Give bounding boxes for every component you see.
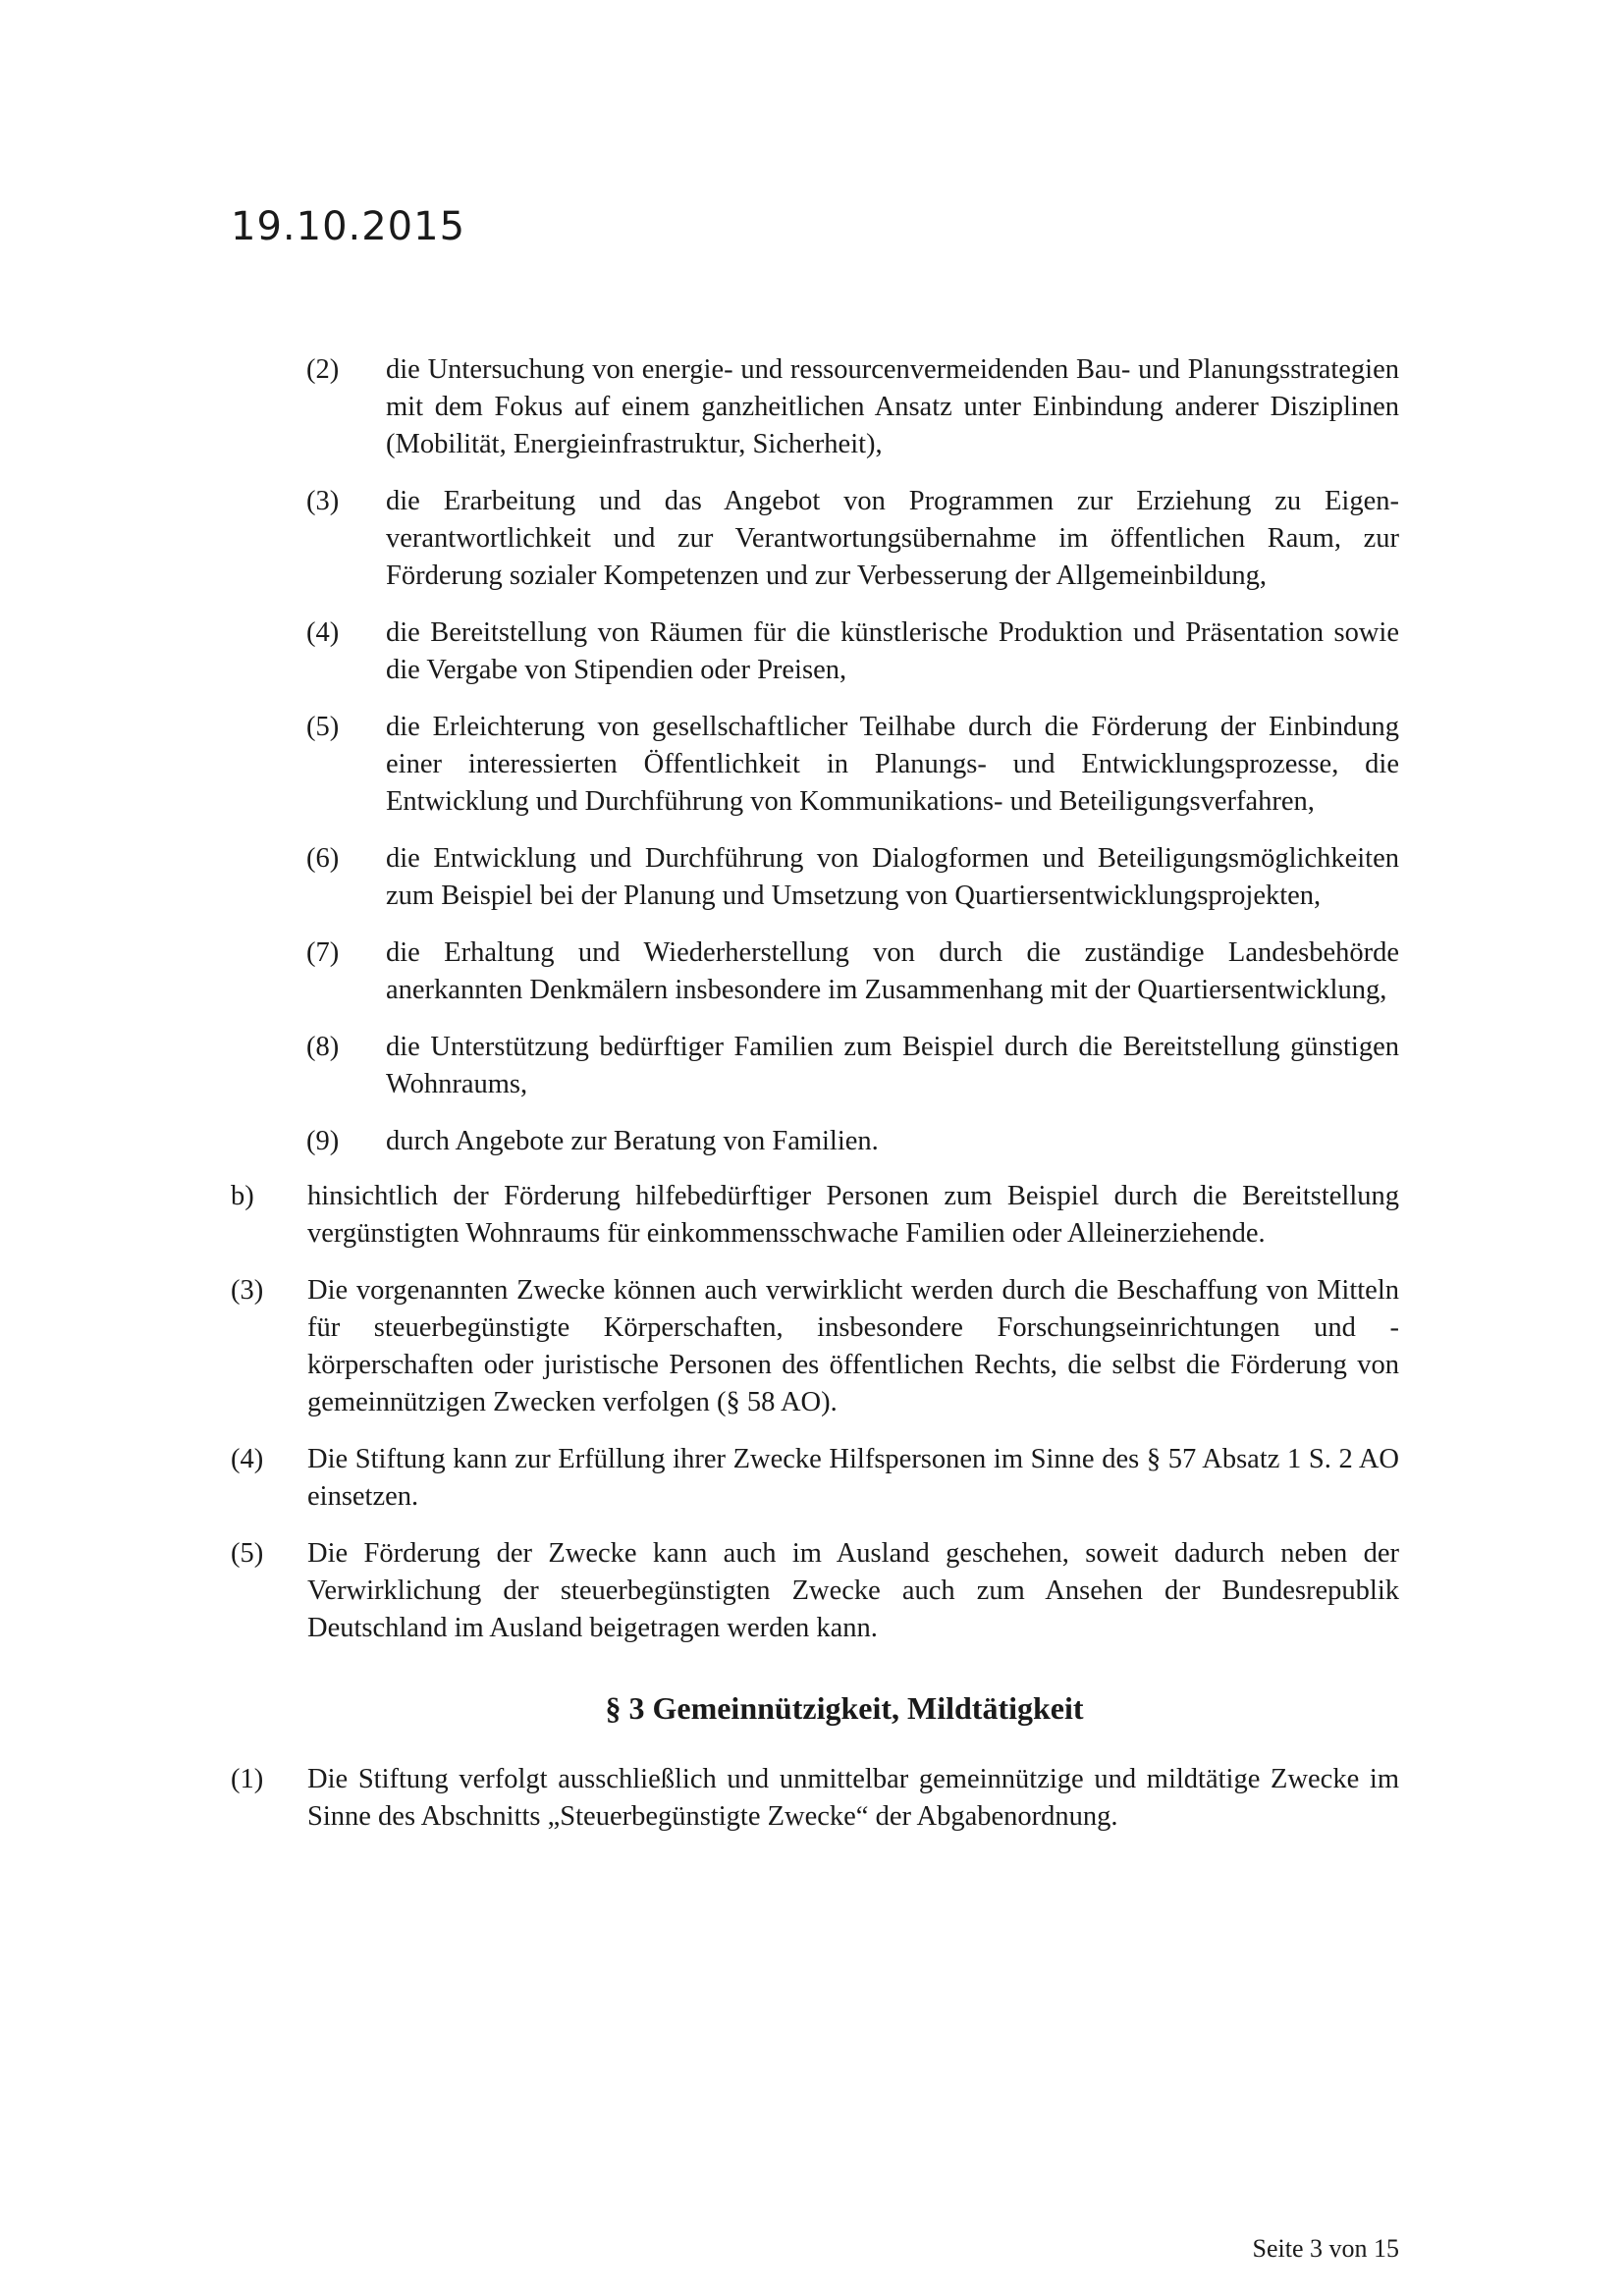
paragraph-text: Die Stiftung kann zur Erfüllung ihrer Zwecke Hilfspersonen im Sinne des § 57 Absatz 1 S. 2 AO einsetzen. bbox=[307, 1444, 1399, 1512]
sub-item-9 bbox=[231, 1123, 1399, 1160]
sub-item-text: die Erarbeitung und das Angebot von Programmen zur Erziehung zu Eigenverantwortlichkeit und zur Verantwortungsübernahme im öffentlichen Raum, zur Förderung sozialer Kompetenzen und zur Verbesserung der Allgemeinbildung, bbox=[386, 486, 1399, 591]
section-paragraph-1 bbox=[231, 1761, 1399, 1836]
sub-item-8 bbox=[231, 1029, 1399, 1103]
sub-item-number: (7) bbox=[306, 937, 340, 968]
paragraph-number: (5) bbox=[231, 1538, 264, 1569]
sub-item-5 bbox=[231, 709, 1399, 821]
paragraph-number: (1) bbox=[231, 1764, 264, 1794]
sub-item-number: (6) bbox=[306, 843, 340, 874]
sub-item-text: die Entwicklung und Durchführung von Dialogformen und Beteiligungsmöglichkeiten zum Beispiel bei der Planung und Umsetzung von Quartiersentwicklungsprojekten, bbox=[386, 843, 1399, 911]
sub-item-text: die Erleichterung von gesellschaftlicher Teilhabe durch die Förderung der Einbindung einer interessierten Öffentlichkeit in Planungs- und Entwicklungsprozesse, die Entwicklung und Durchführung von Kommunikations- und Beteiligungsverfahren, bbox=[386, 712, 1399, 817]
sub-item-number: (4) bbox=[306, 617, 340, 648]
paragraph-number: (3) bbox=[231, 1275, 264, 1306]
letter-item-b bbox=[231, 1178, 1399, 1253]
sub-item-6 bbox=[231, 840, 1399, 915]
paragraph-number: (4) bbox=[231, 1444, 264, 1474]
sub-item-number: (2) bbox=[306, 354, 340, 385]
letter-item-label: b) bbox=[231, 1181, 254, 1211]
document-date: 19.10.2015 bbox=[231, 204, 466, 249]
letter-item-text: hinsichtlich der Förderung hilfebedürftiger Personen zum Beispiel durch die Bereitstellung vergünstigten Wohnraums für einkommensschwache Familien oder Alleinerziehende. bbox=[307, 1181, 1399, 1249]
document-body bbox=[231, 351, 1399, 1855]
sub-item-text: die Erhaltung und Wiederherstellung von durch die zuständige Landesbehörde anerkannten Denkmälern insbesondere im Zusammenhang mit der Quartiersentwicklung, bbox=[386, 937, 1399, 1005]
sub-item-3 bbox=[231, 483, 1399, 595]
sub-item-text: die Unterstützung bedürftiger Familien zum Beispiel durch die Bereitstellung günstigen Wohnraums, bbox=[386, 1032, 1399, 1099]
section-heading: § 3 Gemeinnützigkeit, Mildtätigkeit bbox=[605, 1690, 1084, 1726]
sub-item-number: (8) bbox=[306, 1032, 340, 1062]
paragraph-5 bbox=[231, 1535, 1399, 1647]
sub-item-2 bbox=[231, 351, 1399, 463]
paragraph-text: Die Stiftung verfolgt ausschließlich und unmittelbar gemeinnützige und mildtätige Zwecke im Sinne des Abschnitts „Steuerbegünstigte Zwecke“ der Abgabenordnung. bbox=[307, 1764, 1399, 1832]
page-number: Seite 3 von 15 bbox=[1252, 2234, 1399, 2263]
sub-item-number: (5) bbox=[306, 712, 340, 742]
paragraph-text: Die vorgenannten Zwecke können auch verwirklicht werden durch die Beschaffung von Mitteln für steuerbegünstigte Körperschaften, insbesondere Forschungseinrichtungen und -körperschaften oder juristische Personen des öffentlichen Rechts, die selbst die Förderung von gemeinnützigen Zwecken verfolgen (§ 58 AO). bbox=[307, 1275, 1399, 1417]
sub-item-text: die Bereitstellung von Räumen für die künstlerische Produktion und Präsentation sowie die Vergabe von Stipendien oder Preisen, bbox=[386, 617, 1399, 685]
paragraph-text: Die Förderung der Zwecke kann auch im Ausland geschehen, soweit dadurch neben der Verwirklichung der steuerbegünstigten Zwecke auch zum Ansehen der Bundesrepublik Deutschland im Ausland beigetragen werden kann. bbox=[307, 1538, 1399, 1643]
sub-item-number: (9) bbox=[306, 1126, 340, 1156]
sub-item-7 bbox=[231, 934, 1399, 1009]
sub-item-4 bbox=[231, 614, 1399, 689]
sub-item-text: die Untersuchung von energie- und ressourcenvermeidenden Bau- und Planungsstrategien mit dem Fokus auf einem ganzheitlichen Ansatz unter Einbindung anderer Disziplinen (Mobilität, Energieinfrastruktur, Sicherheit), bbox=[386, 354, 1399, 459]
sub-item-text: durch Angebote zur Beratung von Familien. bbox=[386, 1126, 879, 1156]
sub-item-number: (3) bbox=[306, 486, 340, 516]
paragraph-4 bbox=[231, 1441, 1399, 1516]
paragraph-3 bbox=[231, 1272, 1399, 1421]
